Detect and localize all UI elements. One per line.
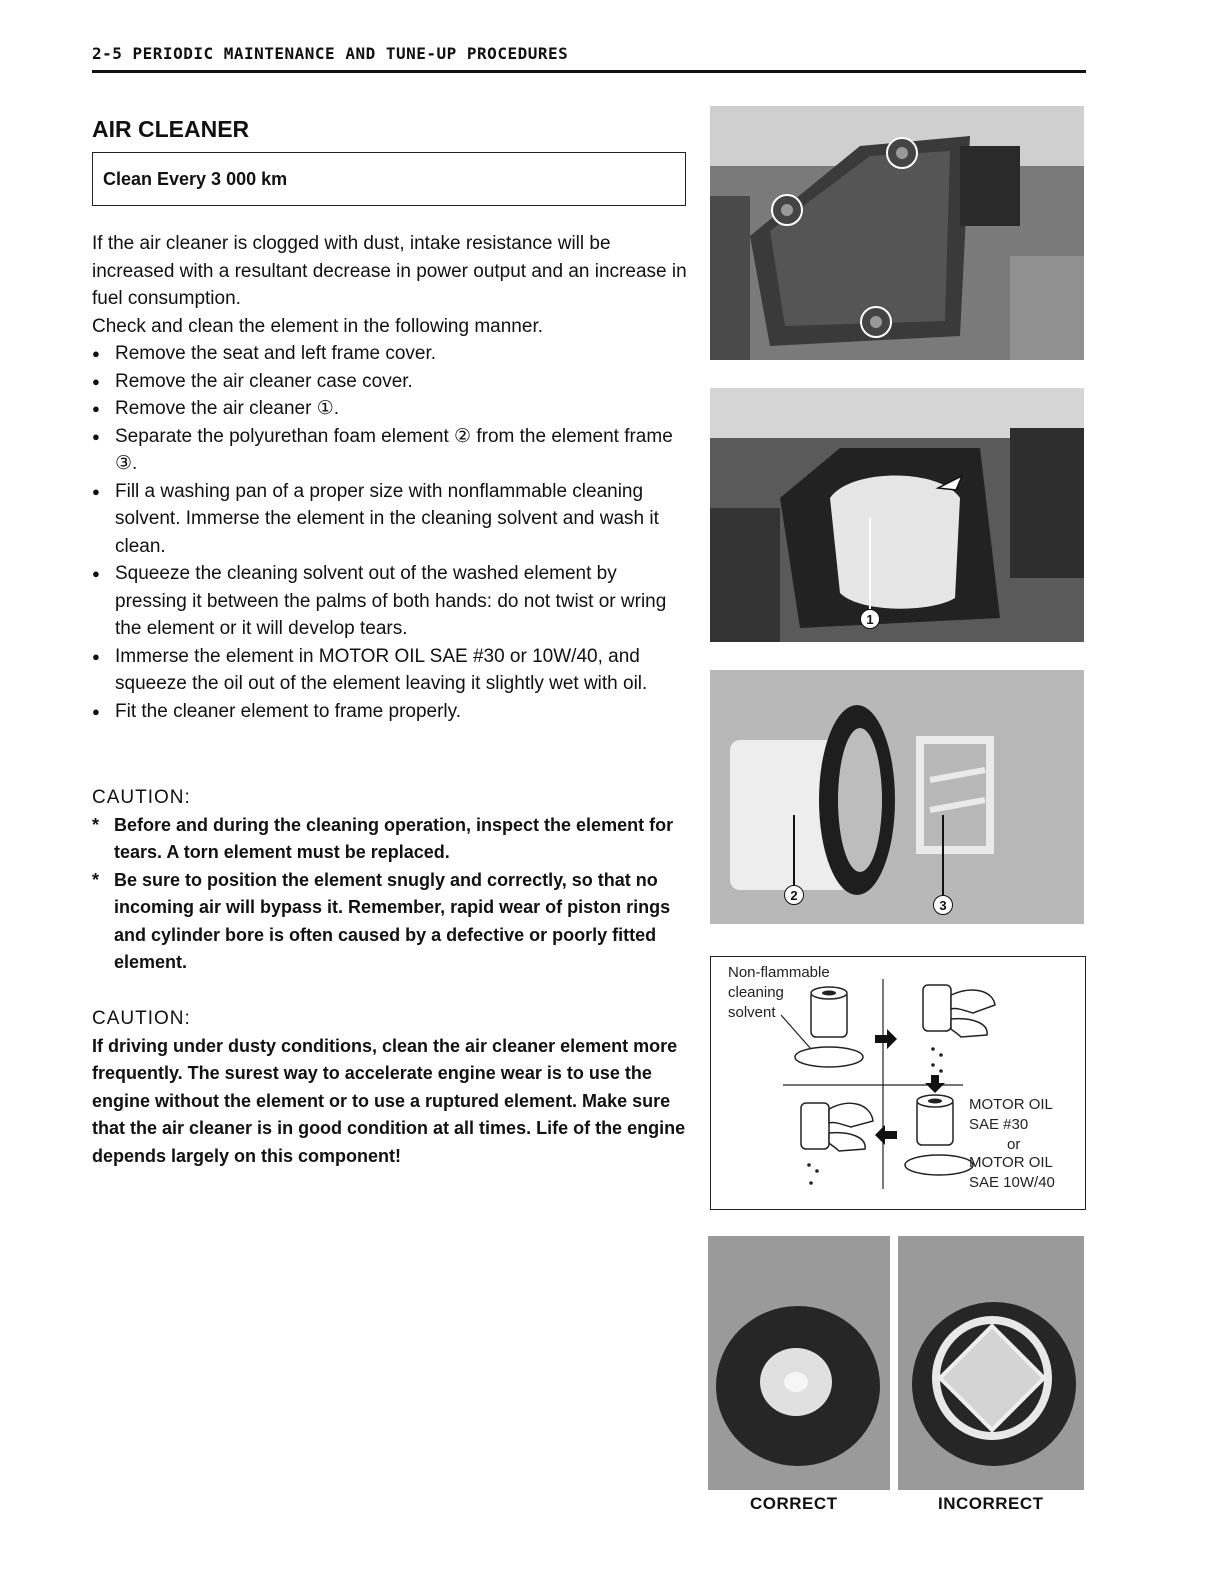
correct-caption: CORRECT	[750, 1494, 838, 1513]
element-frame-illustration	[710, 670, 1084, 924]
callout-leader	[793, 815, 795, 885]
solvent-label-2: cleaning	[728, 984, 784, 1001]
interval-text: Clean Every 3 000 km	[103, 168, 288, 189]
correct-fit-illustration	[708, 1236, 890, 1490]
step-item: ● Squeeze the cleaning solvent out of the washed element by pressing it between the palms of both hands: do not twist or wring the element or it will develop tears.	[92, 560, 688, 643]
oil-or-label: or	[1007, 1136, 1021, 1153]
step-item: ● Separate the polyurethan foam element ② from the element frame ③.	[92, 423, 688, 478]
callout-1: 1	[860, 609, 880, 629]
caution-item: * Before and during the cleaning operation, inspect the element for tears. A torn element must be replaced.	[92, 812, 688, 867]
step-item: ● Fit the cleaner element to frame properly.	[92, 698, 688, 726]
cleaning-diagram	[710, 956, 1086, 1210]
callout-leader	[869, 518, 871, 610]
case-cover-photo	[710, 106, 1084, 360]
oil-label-4: SAE 10W/40	[969, 1174, 1055, 1191]
intro-paragraph: If the air cleaner is clogged with dust, intake resistance will be increased with a resultant decrease in power output and an increase in fuel consumption.	[92, 233, 687, 309]
procedure-text	[92, 230, 688, 725]
interval-box	[92, 152, 686, 206]
callout-leader	[942, 815, 944, 895]
step-item: ● Fill a washing pan of a proper size with nonflammable cleaning solvent. Immerse the element in the cleaning solvent and wash it clean.	[92, 478, 688, 561]
step-item: ● Remove the air cleaner case cover.	[92, 368, 688, 396]
caution-list	[92, 812, 688, 977]
lead-paragraph: Check and clean the element in the following manner.	[92, 315, 543, 337]
solvent-label-1: Non-flammable	[728, 964, 830, 981]
caution-block-1	[92, 784, 688, 977]
correct-fit-photo	[708, 1236, 890, 1490]
step-item: ● Immerse the element in MOTOR OIL SAE #30 or 10W/40, and squeeze the oil out of the element leaving it slightly wet with oil.	[92, 643, 688, 698]
header-title: 2-5 PERIODIC MAINTENANCE AND TUNE-UP PROCEDURES	[92, 44, 569, 63]
incorrect-fit-illustration	[898, 1236, 1084, 1490]
callout-3: 3	[933, 895, 953, 915]
oil-label-3: MOTOR OIL	[969, 1154, 1053, 1171]
incorrect-fit-photo	[898, 1236, 1084, 1490]
solvent-label-3: solvent	[728, 1004, 776, 1021]
case-cover-illustration	[710, 106, 1084, 360]
incorrect-caption: INCORRECT	[938, 1494, 1044, 1513]
oil-label-1: MOTOR OIL	[969, 1096, 1053, 1113]
callout-2: 2	[784, 885, 804, 905]
caution-block-2	[92, 1005, 688, 1170]
step-item: ● Remove the seat and left frame cover.	[92, 340, 688, 368]
procedure-steps	[92, 340, 688, 725]
caution-item: * Be sure to position the element snugly and correctly, so that no incoming air will bypass it. Remember, rapid wear of piston rings and cylinder bore is often caused by a defective or poorly fitted element.	[92, 867, 688, 977]
caution-text: If driving under dusty conditions, clean the air cleaner element more frequently. The surest way to accelerate engine wear is to use the engine without the element or to use a ruptured element. Make sure that the air cleaner is in good condition at all times. Life of the engine depends largely on this component!	[92, 1035, 686, 1166]
element-frame-photo	[710, 670, 1084, 924]
caution-heading: CAUTION:	[92, 787, 191, 808]
air-cleaner-photo	[710, 388, 1084, 642]
step-item: ● Remove the air cleaner ①.	[92, 395, 688, 423]
oil-label-2: SAE #30	[969, 1116, 1029, 1133]
air-cleaner-illustration	[710, 388, 1084, 642]
caution-heading: CAUTION:	[92, 1008, 191, 1029]
section-title: AIR CLEANER	[92, 116, 250, 142]
page-header	[92, 44, 1086, 73]
